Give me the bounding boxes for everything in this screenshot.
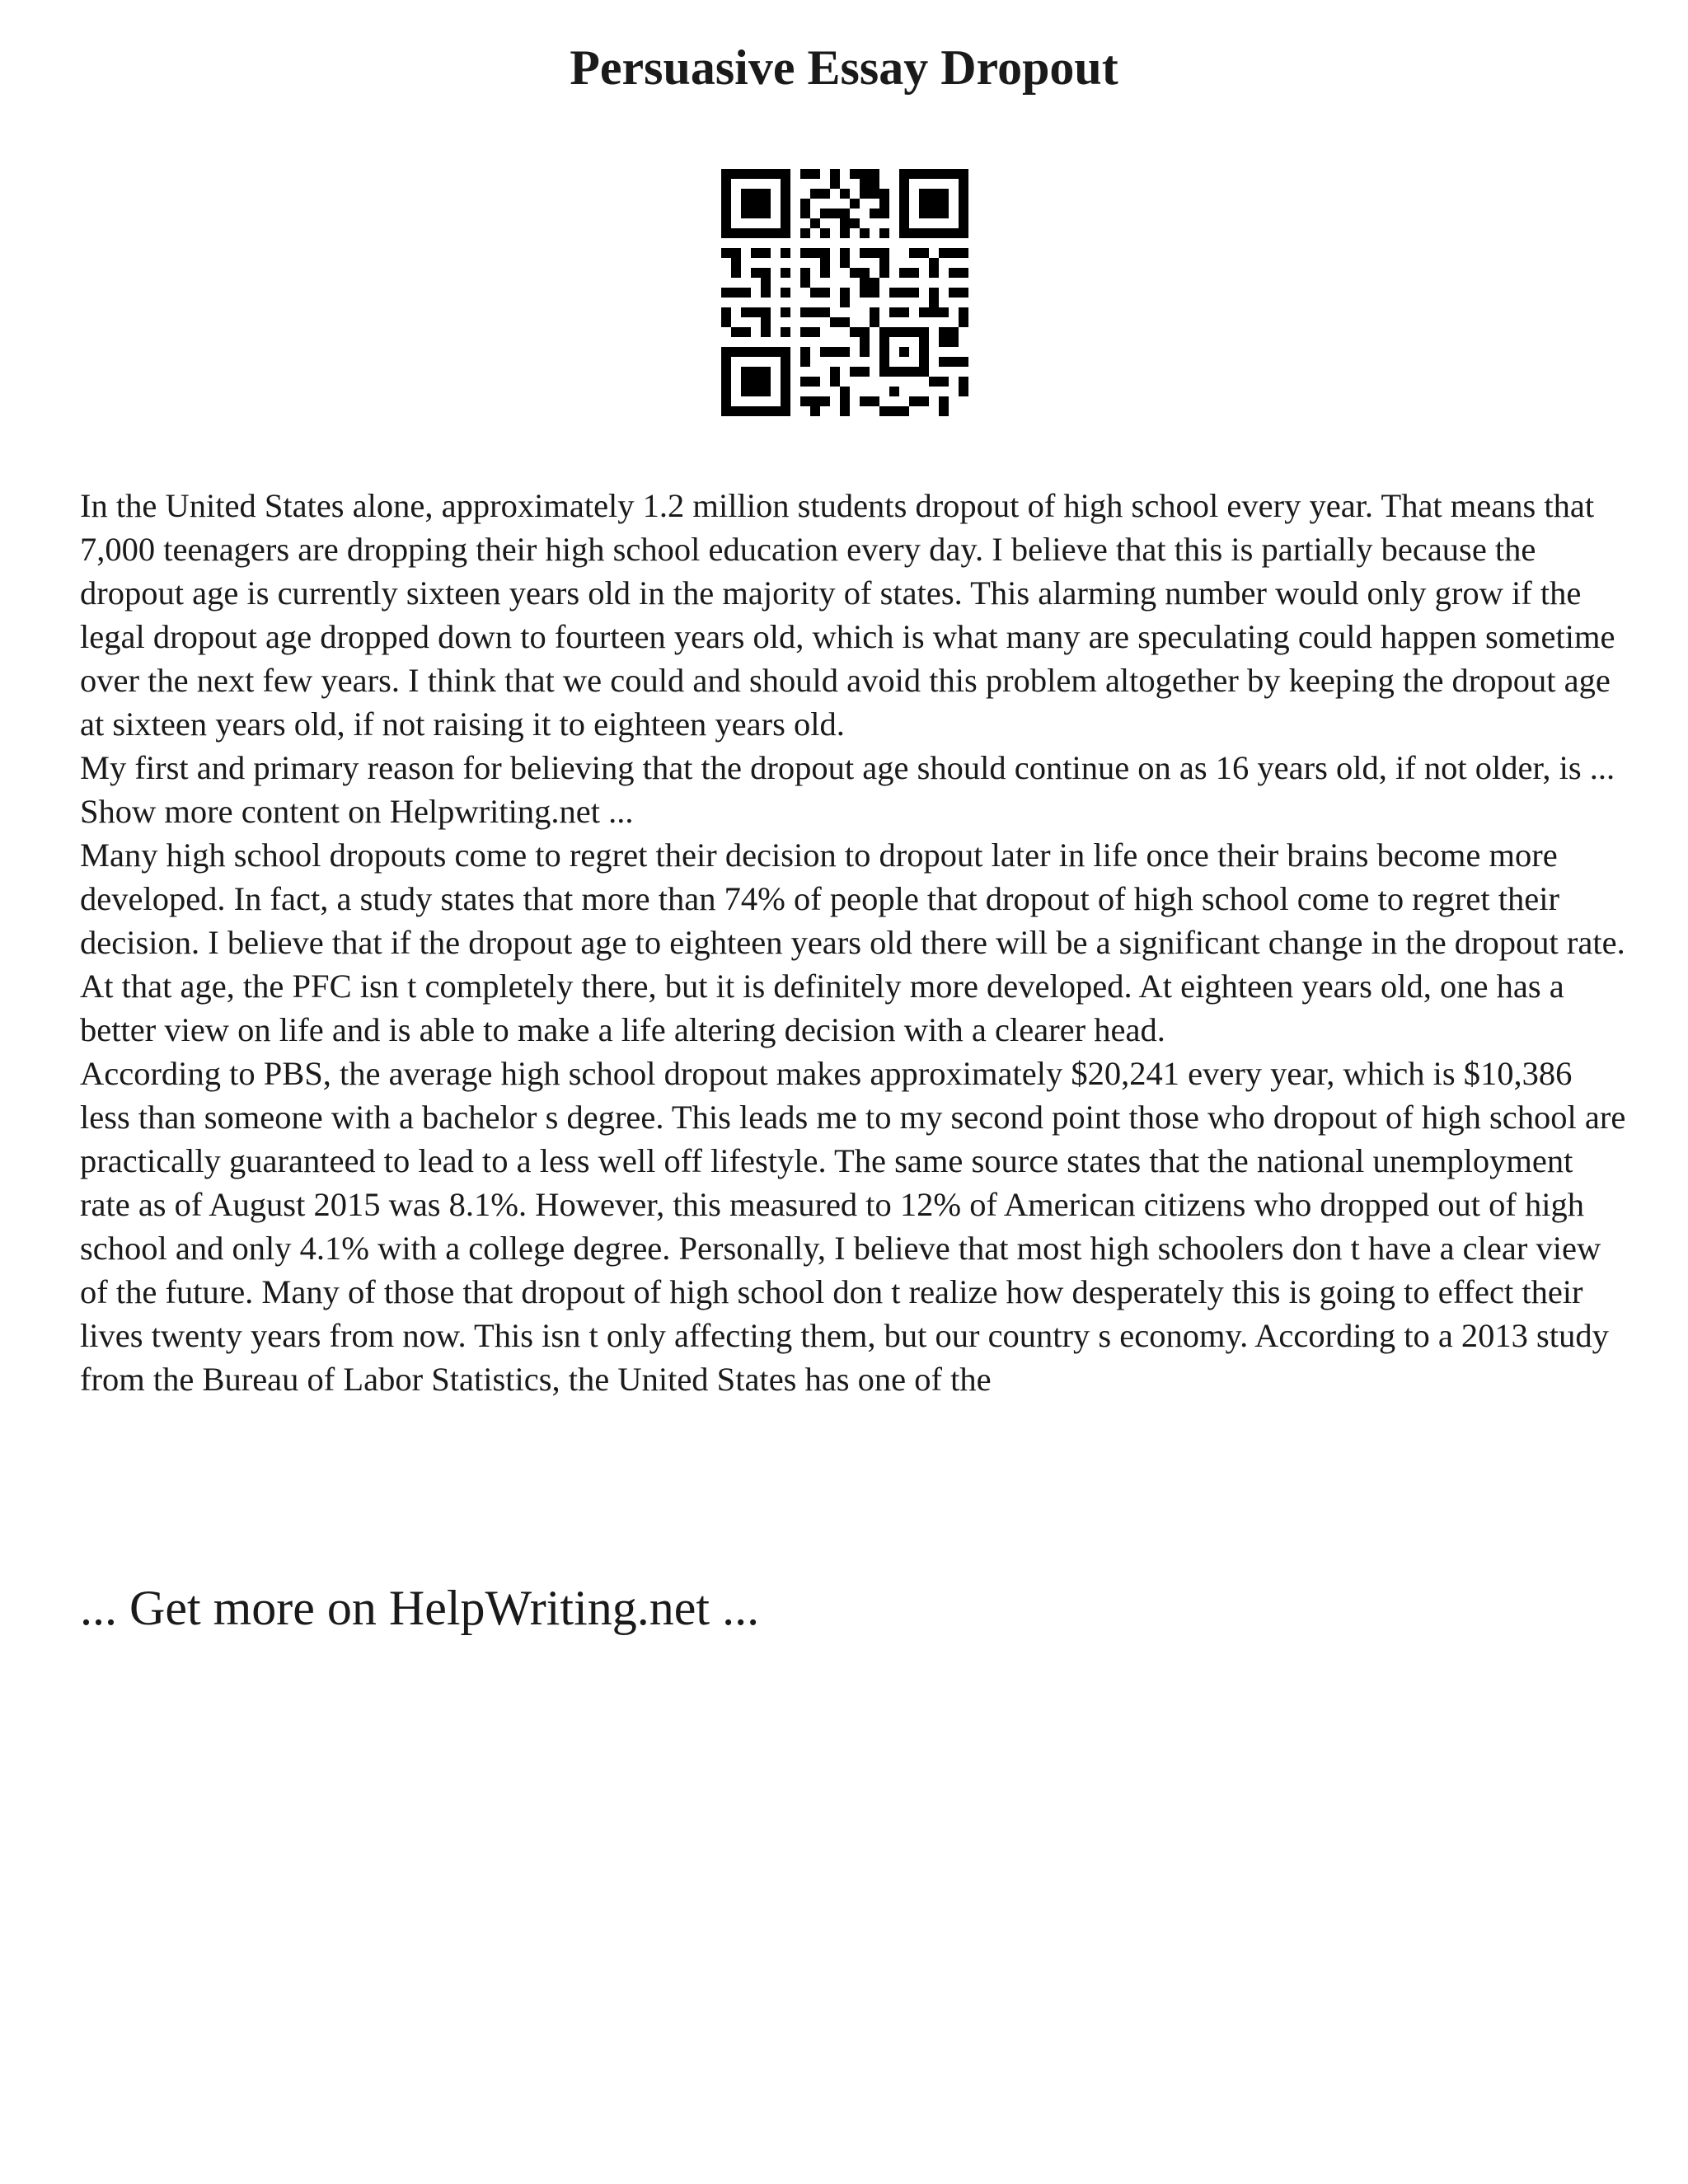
essay-paragraph-1: In the United States alone, approximately 1.2 million students dropout of high school every year. That means that 7,000 teenagers are dropping their high school education every day. I believe that this is partially because the dropout age is currently sixteen years old in the majority of states. This alarming number would only grow if the legal dropout age dropped down to fourteen years old, which is what many are speculating could happen sometime over the next few years. I think that we could and should avoid this problem altogether by keeping the dropout age at sixteen years old, if not raising it to eighteen years old. bbox=[80, 487, 1615, 743]
page-title: Persuasive Essay Dropout bbox=[570, 40, 1118, 95]
essay-body bbox=[80, 484, 1629, 1401]
get-more-link[interactable]: ... Get more on HelpWriting.net ... bbox=[80, 1581, 760, 1635]
qr-code-icon bbox=[721, 169, 968, 416]
essay-paragraph-4: According to PBS, the average high school dropout makes approximately $20,241 every year, which is $10,386 less than someone with a bachelor s degree. This leads me to my second point those who dropout of high school are practically guaranteed to lead to a less well off lifestyle. The same source states that the national unemployment rate as of August 2015 was 8.1%. However, this measured to 12% of American citizens who dropped out of high school and only 4.1% with a college degree. Personally, I believe that most high schoolers don t have a clear view of the future. Many of those that dropout of high school don t realize how desperately this is going to effect their lives twenty years from now. This isn t only affecting them, but our country s economy. According to a 2013 study from the Bureau of Labor Statistics, the United States has one of the bbox=[80, 1055, 1626, 1398]
essay-paragraph-3: Many high school dropouts come to regret their decision to dropout later in life once their brains become more developed. In fact, a study states that more than 74% of people that dropout of high school come to regret their decision. I believe that if the dropout age to eighteen years old there will be a significant change in the dropout rate. At that age, the PFC isn t completely there, but it is definitely more developed. At eighteen years old, one has a better view on life and is able to make a life altering decision with a clearer head. bbox=[80, 837, 1625, 1048]
essay-paragraph-2: My first and primary reason for believing that the dropout age should continue on as 16 years old, if not older, is ... Show more content on Helpwriting.net ... bbox=[80, 749, 1615, 830]
